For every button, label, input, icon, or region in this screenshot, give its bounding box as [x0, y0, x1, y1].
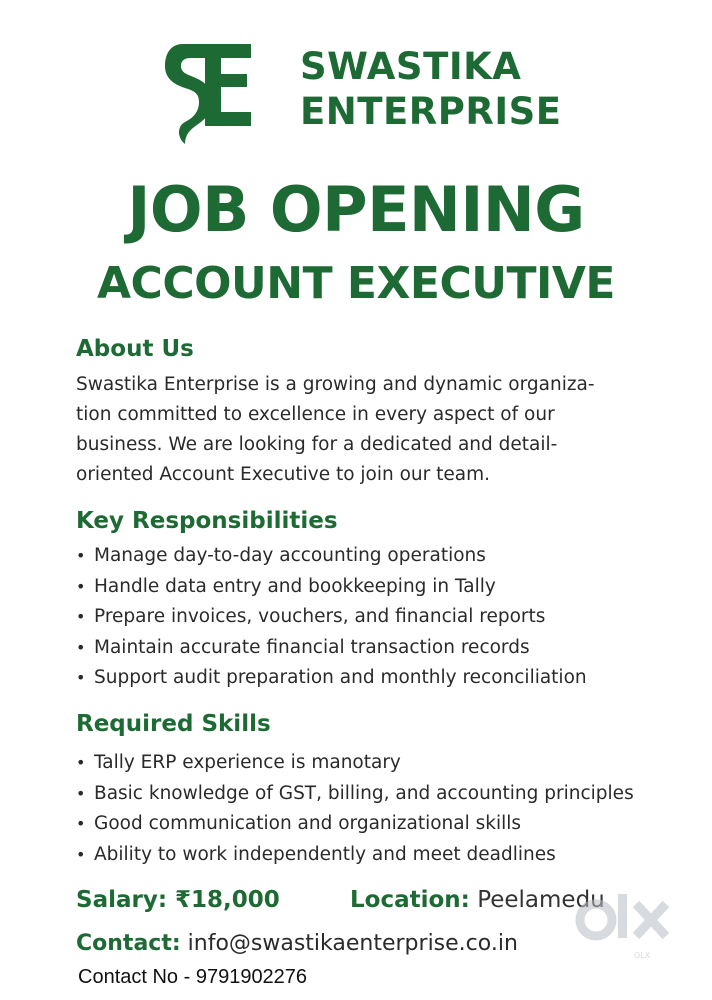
about-line: oriented Account Executive to join our team.: [76, 464, 491, 485]
list-item: • Ability to work independently and meet deadlines: [76, 840, 634, 871]
responsibilities-heading: Key Responsibilities: [76, 508, 338, 534]
salary: [76, 884, 280, 916]
responsibilities-list: [76, 541, 587, 694]
about-line: Swastika Enterprise is a growing and dynamic organiza-: [76, 374, 595, 395]
about-heading: About Us: [76, 336, 194, 362]
about-line: tion committed to excellence in every aspect of our: [76, 404, 555, 425]
olx-logo-icon: [572, 886, 682, 966]
skills-list: [76, 748, 634, 870]
list-item: • Basic knowledge of GST, billing, and accounting principles: [76, 779, 634, 810]
company-name: [300, 44, 562, 134]
salary-label: Salary:: [76, 887, 168, 913]
list-item: • Prepare invoices, vouchers, and financial reports: [76, 602, 587, 633]
contact-label: Contact:: [76, 931, 181, 956]
role-title: ACCOUNT EXECUTIVE: [97, 258, 615, 309]
company-logo-icon: [163, 42, 253, 146]
list-item: • Tally ERP experience is manotary: [76, 748, 634, 779]
list-item: • Support audit preparation and monthly reconciliation: [76, 663, 587, 694]
job-opening-title: JOB OPENING: [127, 173, 585, 246]
location: [350, 884, 605, 916]
contact: [76, 928, 518, 960]
list-item: • Handle data entry and bookkeeping in Tally: [76, 572, 587, 603]
company-name-line1: SWASTIKA: [300, 45, 522, 88]
skills-heading: Required Skills: [76, 711, 271, 737]
company-name-line2: ENTERPRISE: [300, 90, 562, 133]
watermark-text: OLX: [634, 951, 651, 960]
contact-phone: Contact No - 9791902276: [78, 966, 308, 988]
about-text: [76, 370, 646, 490]
list-item: • Good communication and organizational skills: [76, 809, 634, 840]
location-value: Peelamedu: [477, 887, 605, 913]
list-item: • Maintain accurate financial transaction records: [76, 633, 587, 664]
about-line: business. We are looking for a dedicated and detail-: [76, 434, 558, 455]
list-item: • Manage day-to-day accounting operations: [76, 541, 587, 572]
contact-email: info@swastikaenterprise.co.in: [187, 931, 518, 956]
location-label: Location:: [350, 887, 470, 913]
salary-value: ₹18,000: [175, 887, 280, 913]
